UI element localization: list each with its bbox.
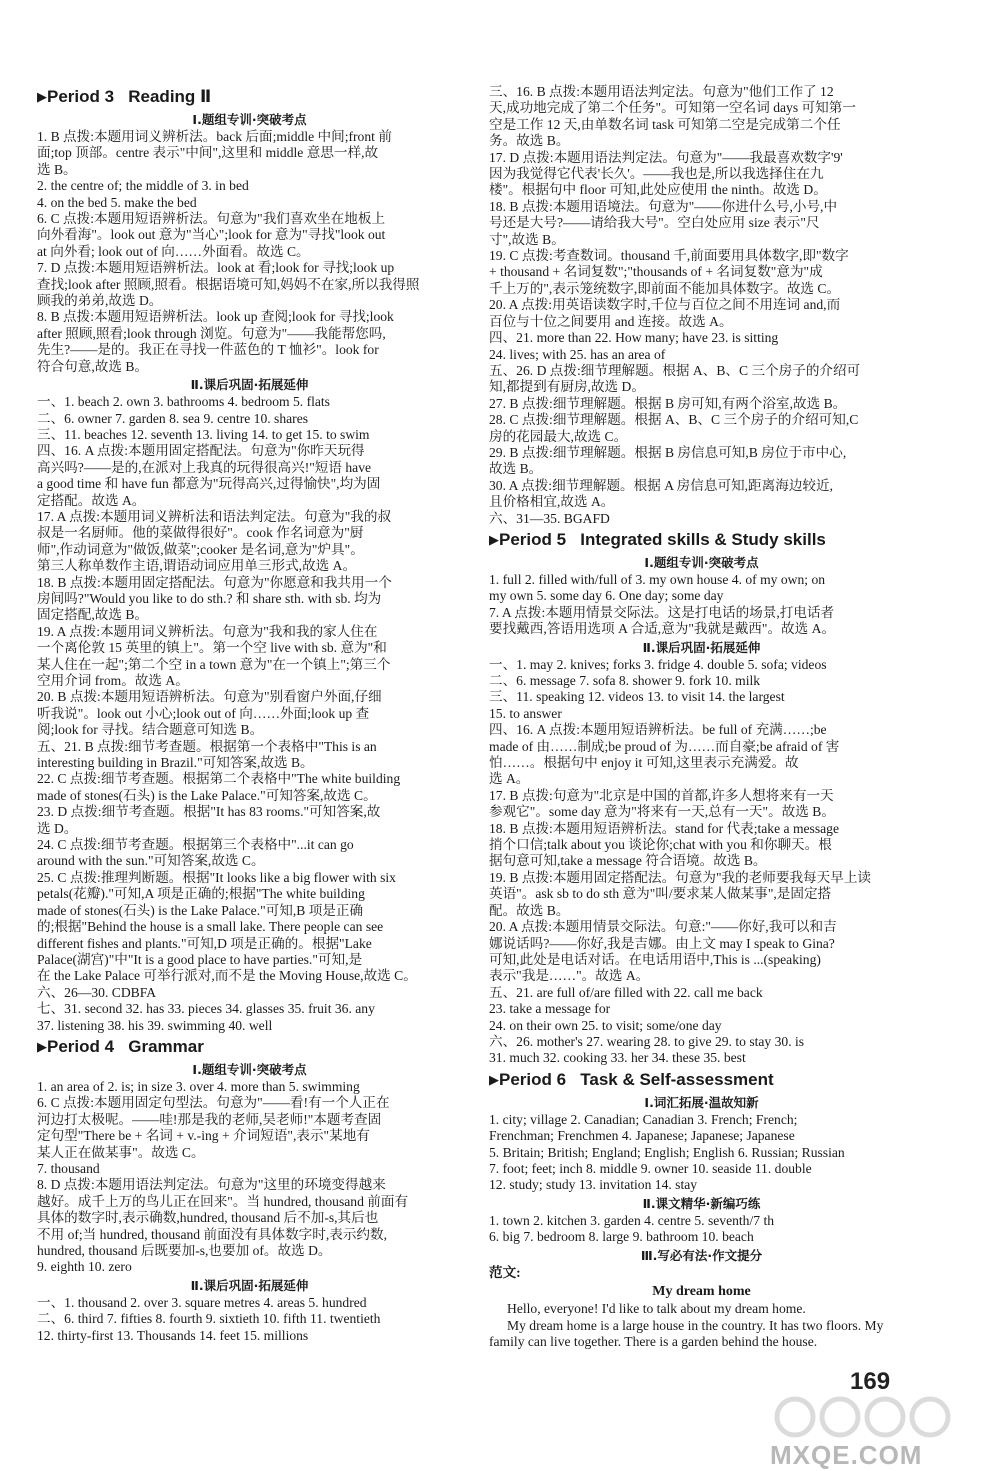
answer-line: my own 5. some day 6. One day; some day xyxy=(489,588,724,604)
answer-line: 不用 of;当 hundred, thousand 前面没有具体数字时,表示约数, xyxy=(37,1226,388,1242)
answer-line: made of stones(石头) is the Lake Palace."可知答案,故选 C。 xyxy=(37,787,377,803)
answer-line: 娜说话吗?——你好,我是吉娜。由上文 may I speak to Gina? xyxy=(489,935,835,951)
answer-line: petals(花瓣)."可知,A 项是正确的;根据"The white building xyxy=(37,886,365,902)
answer-line: 二、6. owner 7. garden 8. sea 9. centre 10. shares xyxy=(37,410,309,426)
answer-line: 要找戴西,答语用选项 A 合适,意为"我就是戴西"。故选 A。 xyxy=(489,621,836,637)
answer-line: 18. B 点拨:本题用短语辨析法。stand for 代表;take a message xyxy=(489,820,839,836)
answer-line: 15. to answer xyxy=(489,705,562,721)
answer-line: + thousand + 名词复数";"thousands of + 名词复数"意为"成 xyxy=(489,264,823,280)
answer-line: 选 A。 xyxy=(489,771,530,787)
answer-line: 听我说"。look out 小心;look out of 向……外面;look up 查 xyxy=(37,705,370,721)
triangle-icon: ▶ xyxy=(489,531,499,547)
answer-line: 6. C 点拨:本题用固定句型法。句意为"——看!有一个人正在 xyxy=(37,1095,390,1111)
answer-line: 高兴吗?——是的,在派对上我真的玩得很高兴!"短语 have xyxy=(37,459,372,475)
answer-line: 17. A 点拨:本题用词义辨析法和语法判定法。句意为"我的叔 xyxy=(37,508,392,524)
answer-line: 1. town 2. kitchen 3. garden 4. centre 5. seventh/7 th xyxy=(489,1212,775,1228)
answer-line: 四、16. A 点拨:本题用短语辨析法。be full of 充满……;be xyxy=(489,722,827,738)
period3-section2-answers xyxy=(37,394,462,1034)
answer-line: 五、21. B 点拨:细节考查题。根据第一个表格中"This is an xyxy=(37,738,377,754)
answer-line: 六、26—30. CDBFA xyxy=(37,984,157,1000)
answer-line: 据句意可知,take a message 符合语境。故选 B。 xyxy=(489,853,767,869)
answer-line: 面;top 顶部。centre 表示"中间",这里和 middle 意思一样,故 xyxy=(37,145,379,161)
essay-label: 范文: xyxy=(489,1264,521,1280)
answer-line: 19. A 点拨:本题用词义辨析法。句意为"我和我的家人住在 xyxy=(37,623,378,639)
answer-line: 选 B。 xyxy=(37,161,77,177)
answer-line: 知,都提到有厨房,故选 D。 xyxy=(489,379,645,395)
answer-line: Frenchman; Frenchmen 4. Japanese; Japanese; Japanese xyxy=(489,1128,795,1144)
answer-line: 2. the centre of; the middle of 3. in bed xyxy=(37,178,249,194)
period5-section2-title: Ⅱ.课后巩固·拓展延伸 xyxy=(642,639,761,655)
answer-line: 因为我觉得它代表'长久'。——我也是,所以我选择住在九 xyxy=(489,166,824,182)
answer-line: 19. B 点拨:本题用固定搭配法。句意为"我的老师要我每天早上读 xyxy=(489,869,872,885)
answer-line: made of 由……制成;be proud of 为……而自豪;be afraid of 害 xyxy=(489,738,840,754)
answer-line: 二、6. third 7. fifties 8. fourth 9. sixtieth 10. fifth 11. twentieth xyxy=(37,1311,381,1327)
watermark-text: MXQE.COM xyxy=(770,1440,923,1470)
answer-line: 6. C 点拨:本题用短语辨析法。句意为"我们喜欢坐在地板上 xyxy=(37,211,386,227)
answer-line: 22. C 点拨:细节考查题。根据第二个表格中"The white building xyxy=(37,771,401,787)
answer-line: 第三人称单数作主语,谓语动词应用单三形式,故选 A。 xyxy=(37,558,357,574)
answer-line: interesting building in Brazil."可知答案,故选 B。 xyxy=(37,755,314,771)
answer-line: 查找;look after 照顾,照看。根据语境可知,妈妈不在家,所以我得照 xyxy=(37,276,420,292)
answer-line: 阅;look for 寻找。结合题意可知选 B。 xyxy=(37,722,264,738)
answer-line: 12. study; study 13. invitation 14. stay xyxy=(489,1177,698,1193)
triangle-icon: ▶ xyxy=(489,1071,499,1087)
answer-line: 师",作动词意为"做饭,做菜";cooker 是名词,意为"炉具"。 xyxy=(37,541,364,557)
answer-line: 务。故选 B。 xyxy=(489,133,570,149)
answer-line: 选 D。 xyxy=(37,820,78,836)
answer-line: 12. thirty-first 13. Thousands 14. feet 15. millions xyxy=(37,1327,309,1343)
answer-line: 18. B 点拨:本题用语境法。句意为"——你进什么号,小号,中 xyxy=(489,198,838,214)
answer-line: 9. eighth 10. zero xyxy=(37,1259,132,1275)
period5-section2-answers xyxy=(489,657,914,1067)
period4-section1-title: Ⅰ.题组专训·突破考点 xyxy=(192,1061,307,1077)
period5-section1-title: Ⅰ.题组专训·突破考点 xyxy=(644,554,759,570)
answer-line: 1. city; village 2. Canadian; Canadian 3. French; French; xyxy=(489,1111,798,1127)
period3-heading: ▶Period 3 Reading Ⅱ xyxy=(37,87,212,106)
answer-line: 24. lives; with 25. has an area of xyxy=(489,346,666,362)
answer-line: 英语"。ask sb to do sth 意为"叫/要求某人做某事",是固定搭 xyxy=(489,886,832,902)
period6-section2-title: Ⅱ.课文精华·新编巧练 xyxy=(642,1195,761,1211)
answer-line: made of stones(石头) is the Lake Palace."可知,B 项是正确 xyxy=(37,902,364,918)
answer-line: 怕……。根据句中 enjoy it 可知,这里表示充满爱。故 xyxy=(489,755,799,771)
essay-title: My dream home xyxy=(652,1284,751,1299)
period5-section1-answers xyxy=(489,572,914,638)
answer-line: hundred, thousand 后既要加-s,也要加 of。故选 D。 xyxy=(37,1243,332,1258)
answer-line: 空用介词 from。故选 A。 xyxy=(37,673,189,688)
essay-body xyxy=(489,1301,914,1350)
period6-section3-title: Ⅲ.写必有法·作文提分 xyxy=(640,1247,763,1263)
answer-line: 8. B 点拨:本题用短语辨析法。look up 查阅;look for 寻找;look xyxy=(37,309,394,325)
answer-line: 楼"。根据句中 floor 可知,此处应使用 the ninth。故选 D。 xyxy=(489,182,827,198)
page-number: 169 xyxy=(850,1368,891,1395)
period3-section1-answers xyxy=(37,129,462,375)
answer-line: 某人住在一起";第二个空 in a town 意为"在一个镇上";第三个 xyxy=(37,656,391,672)
period6-section2-answers xyxy=(489,1213,914,1246)
answer-line: 某人正在做某事"。故选 C。 xyxy=(37,1144,205,1160)
answer-line: 六、26. mother's 27. wearing 28. to give 29. to stay 30. is xyxy=(489,1033,805,1049)
answer-line: 7. thousand xyxy=(37,1160,100,1176)
answer-line: 1. B 点拨:本题用词义辨析法。back 后面;middle 中间;front 前 xyxy=(37,129,392,144)
answer-line: 固定搭配,故选 B。 xyxy=(37,607,149,623)
answer-line: 在 the Lake Palace 可举行派对,而不是 the Moving House,故选 C。 xyxy=(37,968,417,984)
answer-line: 一、1. may 2. knives; forks 3. fridge 4. double 5. sofa; videos xyxy=(489,656,827,672)
answer-line: 房的花园最大,故选 C。 xyxy=(489,428,628,444)
period6-section1-answers xyxy=(489,1112,914,1194)
answer-line: 先生?——是的。我正在寻找一件蓝色的 T 恤衫"。look for xyxy=(37,342,379,358)
answer-line: 31. much 32. cooking 33. her 34. these 35. best xyxy=(489,1050,746,1066)
answer-line: 7. A 点拨:本题用情景交际法。这是打电话的场景,打电话者 xyxy=(489,604,835,620)
answer-line: 17. B 点拨:句意为"北京是中国的首都,许多人想将来有一天 xyxy=(489,787,834,803)
answer-line: 向外看海"。look out 意为"当心";look for 意为"寻找"look out xyxy=(37,227,386,243)
answer-line: 配。故选 B。 xyxy=(489,902,570,918)
answer-line: 三、11. beaches 12. seventh 13. living 14. to get 15. to swim xyxy=(37,426,370,442)
period5-heading: ▶Period 5 Integrated skills & Study skills xyxy=(489,529,826,549)
triangle-icon: ▶ xyxy=(37,89,47,104)
answer-line: 28. C 点拨:细节理解题。根据 A、B、C 三个房子的介绍可知,C xyxy=(489,412,859,428)
answer-line: 25. C 点拨:推理判断题。根据"It looks like a big flower with six xyxy=(37,869,396,885)
answer-line: a good time 和 have fun 都意为"玩得高兴,过得愉快",均为固 xyxy=(37,476,381,492)
answer-line: 17. D 点拨:本题用语法判定法。句意为"——我最喜欢数字'9' xyxy=(489,149,843,165)
answer-line: 五、21. are full of/are filled with 22. call me back xyxy=(489,984,763,1000)
period4-heading: ▶Period 4 Grammar xyxy=(37,1036,204,1056)
answer-line: 具体的数字时,表示确数,hundred, thousand 后不加-s,其后也 xyxy=(37,1210,379,1226)
triangle-icon: ▶ xyxy=(37,1038,47,1054)
answer-line: 符合句意,故选 B。 xyxy=(37,358,149,374)
answer-line: 30. A 点拨:细节理解题。根据 A 房信息可知,距离海边较近, xyxy=(489,477,834,493)
answer-line: 27. B 点拨:细节理解题。根据 B 房可知,有两个浴室,故选 B。 xyxy=(489,395,847,411)
answer-line: 叔是一名厨师。他的菜做得很好"。cook 作名词意为"厨 xyxy=(37,525,364,541)
answer-line: 的;根据"Behind the house is a small lake. There people can see xyxy=(37,919,384,935)
answer-line: 24. on their own 25. to visit; some/one day xyxy=(489,1017,722,1033)
answer-line: 房间吗?"Would you like to do sth.? 和 share sth. with sb. 均为 xyxy=(37,590,382,606)
answer-line: 20. A 点拨:本题用情景交际法。句意:"——你好,我可以和吉 xyxy=(489,919,837,935)
answer-line: 捎个口信;talk about you 谈论你;chat with you 和你聊天。根 xyxy=(489,837,832,853)
answer-line: 20. A 点拨:用英语读数字时,千位与百位之间不用连词 and,而 xyxy=(489,297,841,313)
answer-line: 20. B 点拨:本题用短语辨析法。句意为"别看窗户外面,仔细 xyxy=(37,689,382,705)
answer-line: 可知,此处是电话对话。在电话用语中,This is ...(speaking) xyxy=(489,951,821,967)
answer-line: 且价格相宜,故选 A。 xyxy=(489,494,615,510)
answer-line: different fishes and plants."可知,D 项是正确的。根据"Lake xyxy=(37,935,372,951)
period4-section2-answers xyxy=(37,1295,462,1344)
answer-line: 六、31—35. BGAFD xyxy=(489,510,610,526)
answer-line: Palace(湖宫)"中"It is a good place to have parties."可知,是 xyxy=(37,951,363,967)
answer-line: 定搭配。故选 A。 xyxy=(37,492,146,508)
answer-line: 故选 B。 xyxy=(489,461,543,477)
answer-line: 6. big 7. bedroom 8. large 9. bathroom 10. beach xyxy=(489,1229,754,1245)
answer-line: 18. B 点拨:本题用固定搭配法。句意为"你愿意和我共用一个 xyxy=(37,574,392,590)
right-column xyxy=(489,84,914,1351)
answer-line: 19. C 点拨:考查数词。thousand 千,前面要用具体数字,即"数字 xyxy=(489,248,849,264)
answer-line: 23. take a message for xyxy=(489,1001,611,1017)
answer-line: 23. D 点拨:细节考查题。根据"It has 83 rooms."可知答案,故 xyxy=(37,804,381,820)
answer-line: 千上万的",表示笼统数字,即前面不能加具体数字。故选 C。 xyxy=(489,280,841,296)
answer-line: 天,成功地完成了第二个任务"。可知第一空名词 days 可知第一 xyxy=(489,100,856,116)
answer-line: 五、26. D 点拨:细节理解题。根据 A、B、C 三个房子的介绍可 xyxy=(489,362,861,378)
answer-line: 三、11. speaking 12. videos 13. to visit 14. the largest xyxy=(489,689,785,705)
answer-line: 百位与十位之间要用 and 连接。故选 A。 xyxy=(489,313,733,329)
answer-line: 三、16. B 点拨:本题用语法判定法。句意为"他们工作了 12 xyxy=(489,84,834,99)
left-column xyxy=(37,84,462,1344)
answer-line: 7. foot; feet; inch 8. middle 9. owner 10. seaside 11. double xyxy=(489,1160,812,1176)
period4-section1-answers xyxy=(37,1079,462,1276)
answer-line: 顾我的弟弟,故选 D。 xyxy=(37,293,163,309)
answer-line: 一个离伦敦 15 英里的镇上"。第一个空 live with sb. 意为"和 xyxy=(37,640,387,656)
answer-line: 5. Britain; British; England; English; English 6. Russian; Russian xyxy=(489,1144,845,1160)
answer-line: 1. full 2. filled with/full of 3. my own house 4. of my own; on xyxy=(489,571,826,587)
period3-section1-title: Ⅰ.题组专训·突破考点 xyxy=(192,112,307,127)
answer-line: 七、31. second 32. has 33. pieces 34. glasses 35. fruit 36. any xyxy=(37,1001,375,1017)
answer-line: 四、16. A 点拨:本题用固定搭配法。句意为"你昨天玩得 xyxy=(37,443,365,459)
answer-line: 号还是大号?——请给我大号"。空白处应用 size 表示"尺 xyxy=(489,215,820,231)
essay-paragraph: Hello, everyone! I'd like to talk about my dream home. xyxy=(507,1301,806,1317)
answer-line: 寸",故选 B。 xyxy=(489,231,565,247)
answer-line: 四、21. more than 22. How many; have 23. is sitting xyxy=(489,330,779,346)
period3-section2-title: Ⅱ.课后巩固·拓展延伸 xyxy=(190,377,309,393)
answer-line: 参观它"。some day 意为"将来有一天,总有一天"。故选 B。 xyxy=(489,804,835,820)
answer-line: 8. D 点拨:本题用语法判定法。句意为"这里的环境变得越来 xyxy=(37,1177,386,1193)
answer-line: 7. D 点拨:本题用短语辨析法。look at 看;look for 寻找;look up xyxy=(37,260,395,276)
answer-line: 24. C 点拨:细节考查题。根据第三个表格中"...it can go xyxy=(37,837,354,853)
answer-line: at 向外看; look out of 向……外面看。故选 C。 xyxy=(37,243,310,259)
period6-section1-title: Ⅰ.词汇拓展·温故知新 xyxy=(644,1094,759,1110)
answer-line: 河边打太极呢。——哇!那是我的老师,吴老师!"本题考查固 xyxy=(37,1111,382,1127)
answer-line: 4. on the bed 5. make the bed xyxy=(37,194,197,210)
period6-heading: ▶Period 6 Task & Self-assessment xyxy=(489,1069,774,1089)
answer-line: 一、1. thousand 2. over 3. square metres 4. areas 5. hundred xyxy=(37,1294,367,1310)
answer-line: 一、1. beach 2. own 3. bathrooms 4. bedroom 5. flats xyxy=(37,394,330,410)
answer-line: 1. an area of 2. is; in size 3. over 4. more than 5. swimming xyxy=(37,1078,360,1094)
answer-line: around with the sun."可知答案,故选 C。 xyxy=(37,853,265,869)
essay-paragraph: My dream home is a large house in the country. It has two floors. My family can live together. There is a garden behind the house. xyxy=(489,1317,884,1350)
period4-continued-answers xyxy=(489,84,914,527)
answer-line: 表示"我是……"。故选 A。 xyxy=(489,968,650,984)
answer-line: 越好。成千上万的鸟儿正在回来"。当 hundred, thousand 前面有 xyxy=(37,1193,409,1209)
answer-line: 29. B 点拨:细节理解题。根据 B 房信息可知,B 房位于市中心, xyxy=(489,444,847,460)
answer-line: 37. listening 38. his 39. swimming 40. well xyxy=(37,1017,273,1033)
answer-line: 二、6. message 7. sofa 8. shower 9. fork 10. milk xyxy=(489,673,761,688)
answer-line: 空是工作 12 天,由单数名词 task 可知第二空是完成第二个任 xyxy=(489,116,841,132)
period4-section2-title: Ⅱ.课后巩固·拓展延伸 xyxy=(190,1277,309,1293)
answer-line: after 照顾,照看;look through 浏览。句意为"——我能帮您吗, xyxy=(37,325,386,341)
answer-line: 定句型"There be + 名词 + v.-ing + 介词短语",表示"某地有 xyxy=(37,1128,370,1144)
